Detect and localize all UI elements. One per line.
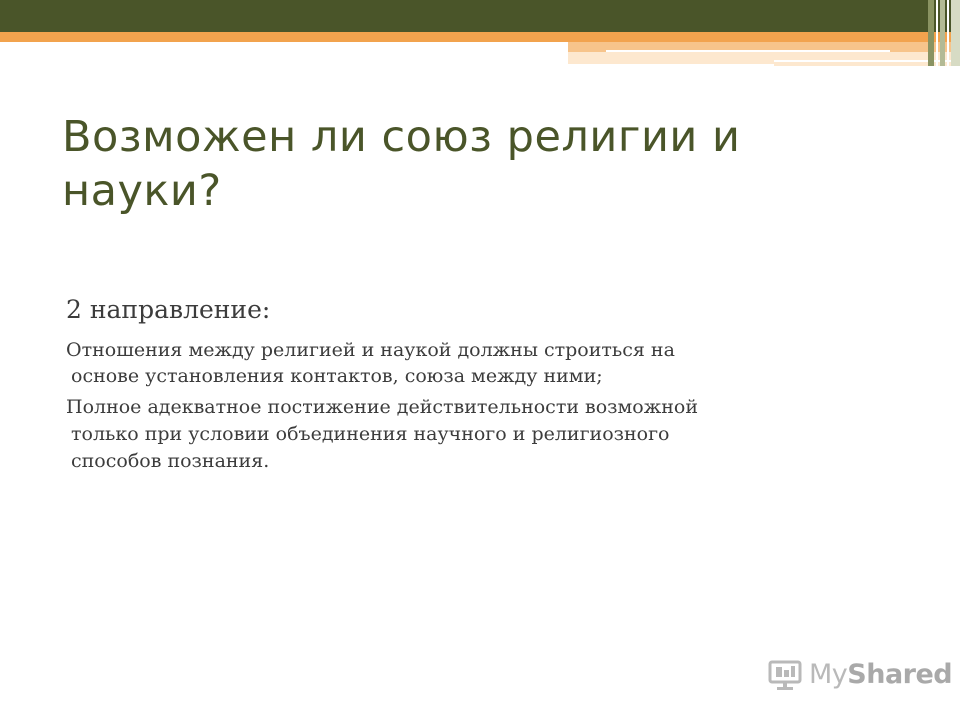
top-banner-bar bbox=[0, 0, 960, 32]
paragraph-line: основе установления контактов, союза между ними; bbox=[71, 365, 603, 388]
decor-stripe bbox=[951, 0, 960, 66]
paragraph-line: только при условии объединения научного и религиозного bbox=[71, 423, 670, 446]
decor-stripe bbox=[947, 0, 949, 66]
decor-line bbox=[606, 50, 890, 52]
decor-stripe bbox=[940, 0, 945, 66]
slide-body bbox=[66, 294, 886, 479]
slide-title: Возможен ли союз религии и науки? bbox=[62, 112, 741, 217]
myshared-watermark bbox=[767, 652, 952, 696]
subheading: 2 направление: bbox=[66, 295, 271, 324]
paragraph-1 bbox=[66, 337, 886, 391]
watermark-text: MyShared bbox=[809, 658, 953, 690]
paragraph-2 bbox=[66, 394, 886, 475]
paragraph-line: Отношения между религией и наукой должны строиться на bbox=[66, 338, 675, 361]
paragraph-line: Полное адекватное постижение действительности возможной bbox=[66, 396, 698, 419]
paragraph-line: способов познания. bbox=[71, 450, 270, 473]
presentation-board-icon bbox=[767, 656, 803, 692]
decor-stripe bbox=[936, 0, 938, 66]
decor-line bbox=[568, 64, 774, 66]
decor-stripe bbox=[928, 0, 934, 66]
top-accent-bar bbox=[0, 32, 960, 42]
